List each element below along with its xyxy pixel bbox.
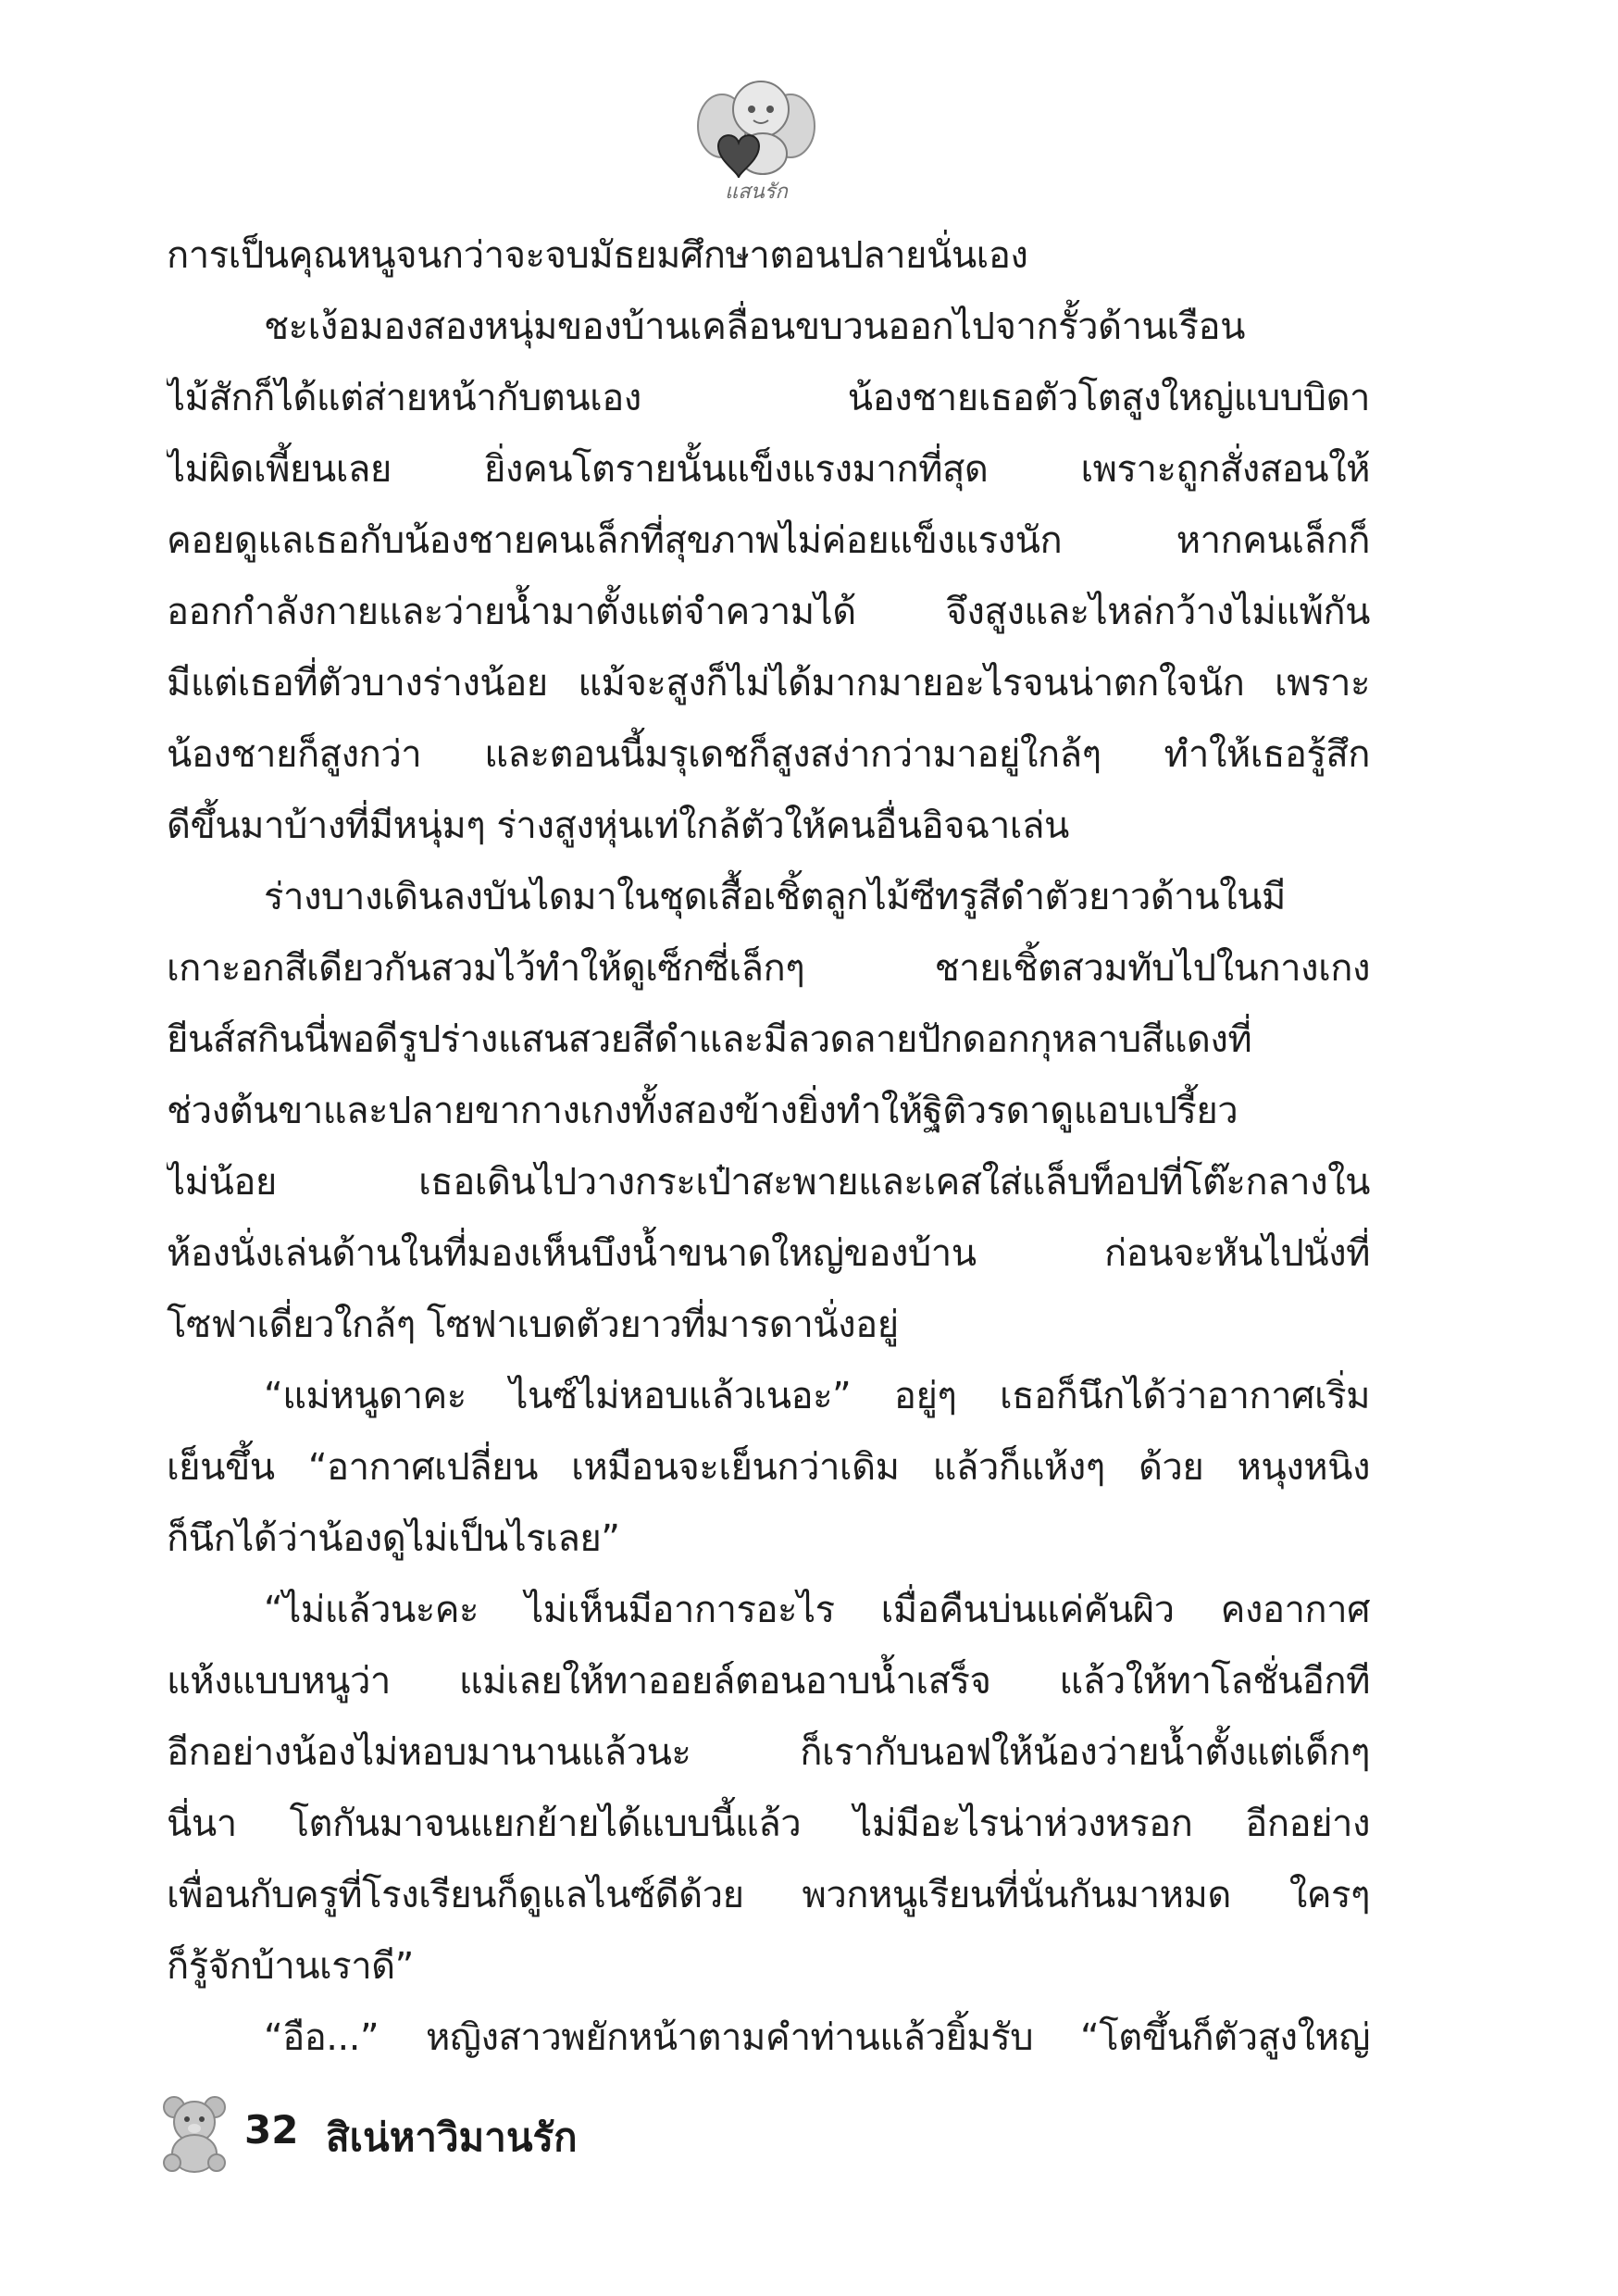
teddy-bear-icon xyxy=(157,2094,231,2174)
text-line: ชะเง้อมองสองหนุ่มของบ้านเคลื่อนขบวนออกไปจากรั้วด้านเรือน xyxy=(264,306,1245,348)
text-line: เพื่อนกับครูที่โรงเรียนก็ดูแลไนซ์ดีด้วย พวกหนูเรียนที่นั่นกันมาหมด ใครๆ xyxy=(167,1874,1370,1916)
text-line: “แม่หนูดาคะ ไนซ์ไม่หอบแล้วเนอะ” อยู่ๆ เธอก็นึกได้ว่าอากาศเริ่ม xyxy=(264,1375,1370,1417)
cupid-heart-logo-icon xyxy=(687,69,826,206)
text-line: โซฟาเดี่ยวใกล้ๆ โซฟาเบดตัวยาวที่มารดานั่งอยู่ xyxy=(167,1304,899,1346)
text-line: ช่วงต้นขาและปลายขากางเกงทั้งสองข้างยิ่งทำให้ฐิติวรดาดูแอบเปรี้ยว xyxy=(167,1090,1238,1132)
text-line: ไม่น้อย เธอเดินไปวางกระเป๋าสะพายและเคสใส่แล็บท็อปที่โต๊ะกลางใน xyxy=(167,1161,1370,1204)
text-line: ไม้สักก็ได้แต่ส่ายหน้ากับตนเอง น้องชายเธอตัวโตสูงใหญ่แบบบิดา xyxy=(167,377,1370,419)
text-line: เกาะอกสีเดียวกันสวมไว้ทำให้ดูเซ็กซี่เล็กๆ ชายเชิ้ตสวมทับไปในกางเกง xyxy=(167,947,1370,990)
header-logo xyxy=(687,69,826,206)
text-line: อีกอย่างน้องไม่หอบมานานแล้วนะ ก็เรากับนอฟให้น้องว่ายน้ำตั้งแต่เด็กๆ xyxy=(167,1731,1370,1774)
text-line: ร่างบางเดินลงบันไดมาในชุดเสื้อเชิ้ตลูกไม้ซีทรูสีดำตัวยาวด้านในมี xyxy=(264,876,1286,918)
text-line: ไม่ผิดเพี้ยนเลย ยิ่งคนโตรายนั้นแข็งแรงมากที่สุด เพราะถูกสั่งสอนให้ xyxy=(167,448,1370,491)
page-footer xyxy=(157,2094,805,2177)
text-line: “ไม่แล้วนะคะ ไม่เห็นมีอาการอะไร เมื่อคืนบ่นแค่คันผิว คงอากาศ xyxy=(264,1589,1370,1631)
text-line: น้องชายก็สูงกว่า และตอนนี้มรุเดชก็สูงสง่ากว่ามาอยู่ใกล้ๆ ทำให้เธอรู้สึก xyxy=(167,733,1370,776)
text-line: แห้งแบบหนูว่า แม่เลยให้ทาออยล์ตอนอาบน้ำเสร็จ แล้วให้ทาโลชั่นอีกที xyxy=(167,1660,1370,1703)
logo-text: แสนรัก xyxy=(725,180,788,203)
text-line: มีแต่เธอที่ตัวบางร่างน้อย แม้จะสูงก็ไม่ได้มากมายอะไรจนน่าตกใจนัก เพราะ xyxy=(167,662,1370,705)
body-text xyxy=(167,220,1370,2074)
text-line: ก็นึกได้ว่าน้องดูไม่เป็นไรเลย” xyxy=(167,1517,620,1560)
text-line: ดีขึ้นมาบ้างที่มีหนุ่มๆ ร่างสูงหุ่นเท่ใกล้ตัวให้คนอื่นอิจฉาเล่น xyxy=(167,805,1069,847)
text-line: ยีนส์สกินนี่พอดีรูปร่างแสนสวยสีดำและมีลวดลายปักดอกกุหลาบสีแดงที่ xyxy=(167,1018,1252,1061)
text-line: การเป็นคุณหนูจนกว่าจะจบมัธยมศึกษาตอนปลายนั่นเอง xyxy=(167,234,1028,277)
text-line: ออกกำลังกายและว่ายน้ำมาตั้งแต่จำความได้ จึงสูงและไหล่กว้างไม่แพ้กัน xyxy=(167,591,1370,633)
text-line: นี่นา โตกันมาจนแยกย้ายได้แบบนี้แล้ว ไม่มีอะไรน่าห่วงหรอก อีกอย่าง xyxy=(167,1803,1370,1845)
text-line: ห้องนั่งเล่นด้านในที่มองเห็นบึงน้ำขนาดใหญ่ของบ้าน ก่อนจะหันไปนั่งที่ xyxy=(167,1232,1370,1275)
page-number: 32 xyxy=(244,2107,299,2152)
text-line: เย็นขึ้น “อากาศเปลี่ยน เหมือนจะเย็นกว่าเดิม แล้วก็แห้งๆ ด้วย หนุงหนิง xyxy=(167,1446,1370,1489)
text-line: คอยดูแลเธอกับน้องชายคนเล็กที่สุขภาพไม่ค่อยแข็งแรงนัก หากคนเล็กก็ xyxy=(167,519,1370,562)
book-title: สิเน่หาวิมานรัก xyxy=(326,2115,578,2160)
text-line: “อือ...” หญิงสาวพยักหน้าตามคำท่านแล้วยิ้มรับ “โตขึ้นก็ตัวสูงใหญ่ xyxy=(264,2016,1370,2059)
text-line: ก็รู้จักบ้านเราดี” xyxy=(167,1945,414,1988)
